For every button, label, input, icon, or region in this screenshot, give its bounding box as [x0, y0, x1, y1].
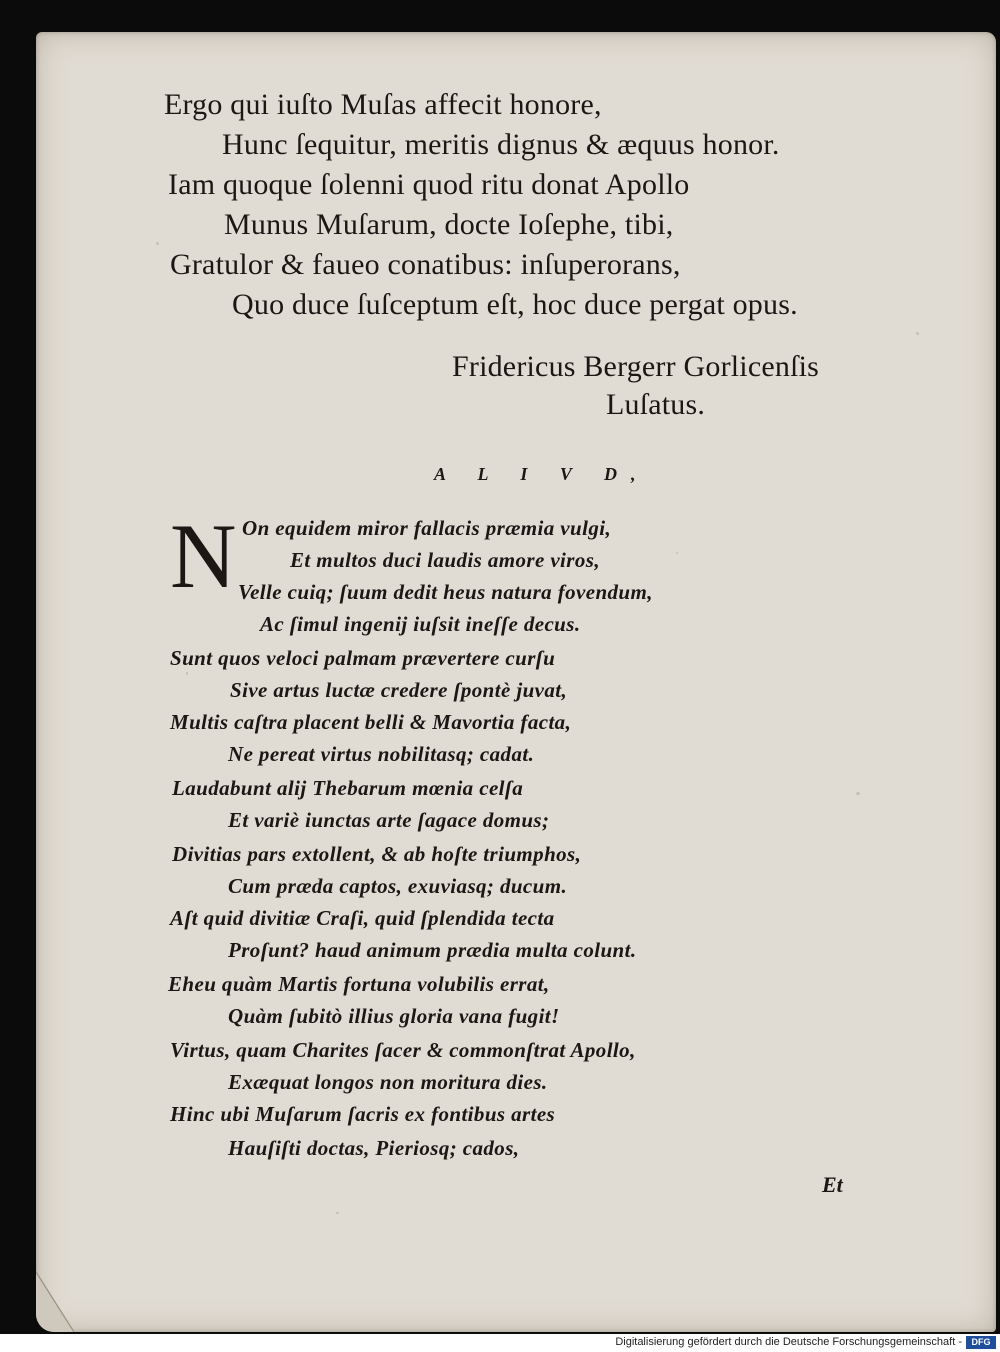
poem-one-line: Hunc ſequitur, meritis dignus & æquus honor.: [222, 128, 780, 161]
paper-speck: [156, 242, 159, 245]
poem-two-line: On equidem miror fallacis præmia vulgi,: [242, 516, 612, 540]
author-name: Fridericus Bergerr Gorlicenſis: [452, 350, 820, 383]
paper-speck: [676, 552, 678, 554]
paper-speck: [336, 1212, 339, 1214]
poem-two-line: Divitias pars extollent, & ab hoſte triumphos,: [172, 842, 582, 866]
paper-speck: [916, 332, 919, 335]
poem-one-line: Gratulor & faueo conatibus: inſuperorans,: [170, 248, 681, 281]
poem-one-line: Munus Muſarum, docte Ioſephe, tibi,: [224, 208, 674, 241]
poem-two-line: Ne pereat virtus nobilitasq; cadat.: [228, 742, 535, 766]
section-heading: A L I V D,: [434, 464, 650, 484]
folded-corner-icon: [36, 1252, 96, 1332]
poem-two-line: Et multos duci laudis amore viros,: [290, 548, 600, 572]
poem-one-line: Ergo qui iuſto Muſas affecit honore,: [164, 88, 602, 121]
poem-two-line: Virtus, quam Charites ſacer & commonſtrat Apollo,: [170, 1038, 636, 1062]
poem-two-line: Quàm ſubitò illius gloria vana fugit!: [228, 1004, 560, 1028]
poem-two-line: Aſt quid divitiæ Craſi, quid ſplendida tecta: [170, 906, 555, 930]
poem-two-line: Hauſiſti doctas, Pieriosq; cados,: [228, 1136, 520, 1160]
poem-two-line: Proſunt? haud animum prædia multa colunt.: [228, 938, 637, 962]
poem-two-line: Sunt quos veloci palmam prævertere curſu: [170, 646, 556, 670]
poem-two-line: Velle cuiq; ſuum dedit heus natura fovendum,: [238, 580, 653, 604]
poem-two-line: Eheu quàm Martis fortuna volubilis errat,: [168, 972, 550, 996]
poem-two-line: Sive artus luctæ credere ſpontè juvat,: [230, 678, 568, 702]
poem-two-line: Ac ſimul ingenij iuſsit ineſſe decus.: [260, 612, 581, 636]
poem-two-line: Multis caſtra placent belli & Mavortia facta,: [170, 710, 572, 734]
dfg-logo: DFG: [966, 1336, 996, 1349]
poem-one-line: Iam quoque ſolenni quod ritu donat Apollo: [168, 168, 690, 201]
poem-two-line: Et variè iunctas arte ſagace domus;: [228, 808, 550, 832]
digitization-credit: Digitalisierung gefördert durch die Deutsche Forschungsgemeinschaft -: [615, 1336, 962, 1348]
author-origin: Luſatus.: [606, 388, 706, 421]
paper-speck: [186, 672, 188, 675]
poem-two-line: Cum præda captos, exuviasq; ducum.: [228, 874, 568, 898]
poem-two-line: Exæquat longos non moritura dies.: [228, 1070, 548, 1094]
poem-two-line: Hinc ubi Muſarum ſacris ex fontibus artes: [170, 1102, 556, 1126]
catchword: Et: [822, 1172, 843, 1197]
drop-cap: N: [170, 505, 237, 607]
book-page: [36, 32, 996, 1332]
paper-speck: [856, 792, 860, 795]
poem-two-line: Laudabunt alij Thebarum mœnia celſa: [172, 776, 524, 800]
footer-bar: [0, 1334, 1000, 1352]
poem-one-line: Quo duce ſuſceptum eſt, hoc duce pergat opus.: [232, 288, 798, 321]
